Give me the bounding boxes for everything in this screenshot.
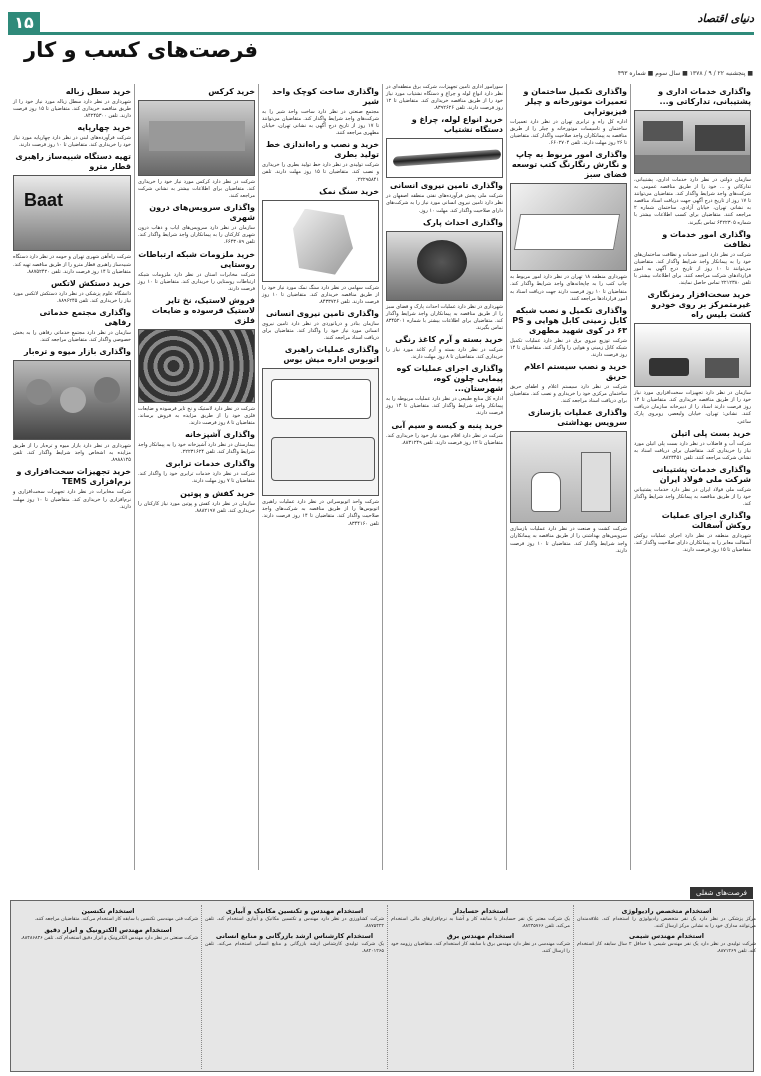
metro-photo xyxy=(13,175,131,251)
ad-title: استخدام مهندس شیمی xyxy=(629,932,704,941)
pipe-photo xyxy=(386,138,503,178)
headline: واگذاری اجرای عملیات روکش آسفالت xyxy=(661,511,751,531)
headline: واگذاری مجتمع خدماتی رفاهی xyxy=(39,307,131,327)
headline: واگذاری خدمات اداری و پشتیبانی، تدارکاتی و... xyxy=(658,87,751,106)
article-body: شرکت فرآورده‌های لبنی در نظر دارد چهارپایه مورد نیاز خود را خریداری کند. متقاضیان تا ۱۰ روز فرصت دارند. xyxy=(13,135,131,149)
section-title: فرصت‌های کسب و کار xyxy=(24,38,259,62)
article-body: شرکت مخابرات در نظر دارد تجهیزات سخت‌افزاری و نرم‌افزاری را خریداری کند. متقاضیان تا ۱۰ روز مهلت دارند. xyxy=(13,489,131,510)
column-6 xyxy=(10,84,134,870)
column-3 xyxy=(382,84,506,870)
article-body: سازمان در نظر دارد مجتمع خدماتی رفاهی را به بخش خصوصی واگذار کند. متقاضیان مراجعه کنند. xyxy=(13,329,131,344)
article-body: شهرداری منطقه در نظر دارد اجرای عملیات روکش آسفالت معابر را به پیمانکاران دارای صلاحیت واگذار کند. متقاضیان تا ۱۵ روز فرصت دارند. xyxy=(634,533,751,554)
article-body: شرکت کشت و صنعت در نظر دارد عملیات بازسازی سرویس‌های بهداشتی را از طریق مناقصه به پیمانکاران واجد شرایط واگذار کند. متقاضیان تا ۱۰ روز فرصت دارند. xyxy=(510,526,627,554)
headline: خرید دستکش لاتکس xyxy=(50,278,131,288)
ad-text: یک شرکت معتبر یک نفر حسابدار با سابقه کار و آشنا به نرم‌افزارهای مالی استخدام می‌کند. تلفن ۸۸۲۴۵۷۶۶. xyxy=(391,917,570,929)
headline: واگذاری خدمات ترابری xyxy=(165,459,255,469)
office-photo xyxy=(634,110,751,174)
ad-text: شرکت فنی مهندسی تکنسین با سابقه کار استخدام می‌کند. متقاضیان مراجعه کنند. xyxy=(34,917,198,922)
ads-column-1 xyxy=(573,905,759,1069)
ads-column-3 xyxy=(201,905,387,1069)
article-body: مجتمع صنعتی در نظر دارد ساخت واحد شیر را به شرکت‌های واجد شرایط واگذار کند. متقاضیان می‌توانند تا ۱۷ روز از تاریخ درج آگهی به نشانی تهران، خیابان مطهری مراجعه کنند. xyxy=(262,109,379,137)
bathroom-photo xyxy=(510,431,627,523)
article-body: شرکت در نظر دارد اقلام مورد نیاز خود را خریداری کند. متقاضیان تا ۱۲ روز فرصت دارند. تلفن ۸۸۳۱۲۴۹. xyxy=(386,432,503,446)
ad-text: شرکت تولیدی در نظر دارد یک نفر مهندس شیمی با حداقل ۲ سال سابقه کار استخدام کند. تلفن ۸۸۷۱۲۶۹. xyxy=(577,942,756,954)
article-body: شرکت در نظر دارد سیستم اعلام و اطفای حریق ساختمان مرکزی خود را خریداری و نصب کند. متقاضیان برای دریافت اسناد مراجعه کنند. xyxy=(510,384,627,405)
headline: واگذاری سرویس‌های درون شهری xyxy=(149,203,255,223)
fruit-photo xyxy=(13,360,131,440)
headline: واگذاری تکمیل و نصب شبکه کابل زمینی کابل هوایی و PS ۶۳ در کوی شهید مطهری xyxy=(512,305,627,335)
article-body: سازمان دولتی در نظر دارد خدمات اداری، پشتیبانی، تدارکاتی و ... خود را از طریق مناقصه عمومی به شرکت‌های واجد شرایط واگذار کند. متقاضیان می‌توانند تا ۱۷ روز از تاریخ درج آگهی جهت دریافت اسناد مناقصه به نشانی تهران، خیابان آزادی، ساختمان شماره ۲ مراجعه کنند. متقاضیان برای کسب اطلاعات بیشتر با شماره ۶۴۲۲۳۰۵ تماس بگیرند. xyxy=(634,177,751,226)
headline: خرید چهارپایه xyxy=(77,123,131,133)
header-rule xyxy=(8,32,754,35)
books-photo xyxy=(510,183,627,271)
headline: واگذاری تامین نیروی انسانی xyxy=(390,181,503,191)
tires-photo xyxy=(138,329,255,403)
article-body: شهرداری در نظر دارد بازار میوه و تره‌بار را از طریق مزایده به اشخاص واجد شرایط واگذار کند. تلفن ۸۹۸۸۱۲۵. xyxy=(13,443,131,464)
article-body: شرکت ملی فولاد ایران در نظر دارد خدمات پشتیبانی خود را از طریق مناقصه به پیمانکار واجد شرایط واگذار کند. xyxy=(634,486,751,508)
headline: خرید سطل زباله xyxy=(65,87,131,96)
article-body: دانشگاه علوم پزشکی در نظر دارد دستکش لاتکس مورد نیاز را خریداری کند. تلفن ۸۸۹۶۲۴۵. xyxy=(13,290,131,304)
salt-crystal-photo xyxy=(262,200,379,282)
ad-text: شرکت کشاورزی در نظر دارد مهندس و تکنسین مکانیک و آبیاری استخدام کند. تلفن ۸۸۷۵۴۲۲. xyxy=(205,917,384,929)
headline: واگذاری عملیات بازسازی سرویس بهداشتی xyxy=(527,408,627,428)
article-body: سازمان در نظر دارد سرویس‌های ایاب و ذهاب درون شهری کارکنان را به پیمانکاران واجد شرایط واگذار کند. تلفن ۶۶۴۳۰۸۹. xyxy=(138,225,255,246)
headline: واگذاری ساخت کوچک واحد شیر xyxy=(272,87,379,106)
headline: خرید انواع لوله، چراغ و دستگاه نشتیاب xyxy=(411,115,503,135)
ad-text: مرکز پزشکی در نظر دارد یک نفر متخصص رادیولوژی را استخدام کند. علاقه‌مندان می‌توانند مدارک خود را به نشانی مرکز ارسال کنند. xyxy=(577,917,756,929)
headline: واگذاری آشپزخانه xyxy=(185,430,255,440)
article-body: بیمارستان در نظر دارد آشپزخانه خود را به پیمانکار واجد شرایط واگذار کند. تلفن ۲۲۲۳۱۶۲۴. xyxy=(138,442,255,456)
headline: خرید سنگ نمک xyxy=(319,186,379,196)
headline: خرید ملزومات شبکه ارتباطات روستایی xyxy=(138,249,255,269)
ad-title: استخدام کارشناس ارشد بازرگانی و منابع انسانی xyxy=(215,932,374,941)
ads-column-4 xyxy=(15,905,201,1069)
headline: واگذاری احداث پارک xyxy=(423,217,503,227)
headline: واگذاری بازار میوه و تره‌بار xyxy=(23,347,131,357)
ad-title: استخدام مهندس الکترونیک و ابزار دقیق xyxy=(44,925,172,934)
article-columns xyxy=(10,84,754,870)
article-body: سازمان در نظر دارد تجهیزات سخت‌افزاری مورد نیاز خود را از طریق مناقصه خریداری کند. متقاضیان تا ۱۴ روز فرصت دارند اسناد را از دبیرخانه سازمان دریافت کنند. نشانی: تهران، خیابان ولیعصر، روبروی پارک ساعی. xyxy=(634,390,751,425)
article-body: شرکت مخابرات استان در نظر دارد ملزومات شبکه ارتباطات روستایی را خریداری کند. متقاضیان تا ۱۰ روز فرصت دارند. xyxy=(138,271,255,292)
article-body: سورآمور اداری تامین تجهیزات، شرکت برق منطقه‌ای در نظر دارد انواع لوله و چراغ و دستگاه نشتیاب مورد نیاز خود را از طریق مناقصه خریداری کند. متقاضیان تا ۱۲ روز فرصت دارند. تلفن ۸۳۹۲۶۲۶. xyxy=(386,84,503,112)
headline: واگذاری خدمات پشتیبانی شرکت ملی فولاد ایران xyxy=(652,464,751,484)
ad-title: استخدام حسابدار xyxy=(453,907,508,915)
ad-text: شرکت صنعتی در نظر دارد مهندس الکترونیک و ابزار دقیق استخدام کند. تلفن ۸۸۴۸۶۸۴۶. xyxy=(20,935,198,941)
column-4 xyxy=(258,84,382,870)
ad-text: شرکت مهندسی در نظر دارد مهندس برق با سابقه کار استخدام کند. متقاضیان رزومه خود را ارسال کنند. xyxy=(391,942,570,954)
article-body: شرکت توزیع نیروی برق در نظر دارد عملیات تکمیل شبکه کابل زمینی و هوایی را واگذار کند. متقاضیان تا ۱۴ روز فرصت دارند. xyxy=(510,337,627,358)
headline: خرید بست پلی اتیلن xyxy=(670,428,751,438)
headline: خرید کفش و پوتین xyxy=(180,488,255,498)
ad-title: استخدام مهندس برق xyxy=(446,932,515,941)
article-body: شرکت تولیدی در نظر دارد خط تولید بطری را خریداری و نصب کند. متقاضیان تا ۱۵ روز مهلت دارند. تلفن ۲۲۲۹۵۸۴۱. xyxy=(262,162,379,183)
article-body: شهرداری در نظر دارد سطل زباله مورد نیاز خود را از طریق مناقصه خریداری کند. متقاضیان تا ۱۵ روز فرصت دارند. تلفن ۸۴۲۴۵۳۰۰. xyxy=(13,99,131,120)
article-body: سازمان در نظر دارد کفش و پوتین مورد نیاز کارکنان را خریداری کند. تلفن ۸۸۸۲۱۹۷. xyxy=(138,500,255,514)
headline: خرید بسته و آرم کاغذ رنگی xyxy=(395,335,503,345)
ad-text: یک شرکت تولیدی کارشناس ارشد بازرگانی و منابع انسانی استخدام می‌کند. تلفن ۸۸۲۰۱۲۶۵. xyxy=(205,942,384,954)
headline: خرید و نصب سیستم اعلام حریق xyxy=(524,362,627,382)
article-body: شرکت در نظر دارد امور خدمات و نظافت ساختمان‌های خود را به پیمانکار واجد شرایط واگذار کند. متقاضیان می‌توانند تا ۱۰ روز از تاریخ درج آگهی به امور قراردادهای شرکت مراجعه کنند. برای اطلاعات بیشتر با تلفن ۲۲۱۲۳۸۰ تماس حاصل نمایند. xyxy=(634,251,752,287)
article-body: شرکت آب و فاضلاب در نظر دارد بست پلی اتیلن مورد نیاز را خریداری کند. متقاضیان برای دریافت اسناد به نشانی شرکت مراجعه کنند. تلفن ۸۸۲۳۴۵۱. xyxy=(634,440,751,461)
article-body: شرکت در نظر دارد لاستیک و نخ تایر فرسوده و ضایعات فلزی خود را از طریق مزایده به فروش برساند. متقاضیان تا ۸ روز فرصت دارند. xyxy=(138,405,255,427)
page-header xyxy=(8,6,754,68)
article-body: اداره کل راه و ترابری تهران در نظر دارد تعمیرات ساختمان و تاسیسات موتورخانه و چیلر را از طریق مناقصه به پیمانکاران واجد صلاحیت واگذار کند. متقاضیان تا ۲۶ روز مهلت دارند. تلفن ۶۶۰۲۷۰۴. xyxy=(510,119,627,147)
headline: فروش لاستیک، نخ تایر لاستیک فرسوده و ضایعات فلزی xyxy=(151,295,255,325)
newspaper-brand: دنیای اقتصاد xyxy=(697,12,754,25)
article-body: شرکت ملی پخش فرآورده‌های نفتی منطقه اصفهان در نظر دارد تامین نیروی انسانی مورد نیاز را به شرکت‌های دارای صلاحیت واگذار کند. مهلت ۱۰ روز. xyxy=(386,193,503,214)
headline: واگذاری امور مربوط به چاپ و نگارش رنگارنگ کتب توسعه فضای سبز xyxy=(511,150,627,180)
column-5 xyxy=(134,84,258,870)
page-number: ۱۵ xyxy=(8,12,40,34)
headline: خرید سخت‌افزار رمزنگاری غیرمتمرکز بر روی خودرو کشت بلیس راه xyxy=(647,290,751,320)
dateline: ■ پنجشنبه ۲۲ / ۹ / ۱۳۷۸ ■ سال سوم ■ شماره ۴۹۳ xyxy=(617,70,753,77)
metro-sign-text: Baat xyxy=(24,190,64,211)
ad-title: استخدام تکنسین xyxy=(81,907,135,915)
headline: واگذاری تامین نیروی انسانی xyxy=(266,308,379,318)
article-body: شرکت در نظر دارد خدمات ترابری خود را واگذار کند. متقاضیان تا ۷ روز مهلت دارند. xyxy=(138,471,255,485)
article-body: شهرداری منطقه ۱۸ تهران در نظر دارد امور مربوط به چاپ کتب را به چاپخانه‌های واجد شرایط واگذار کند. متقاضیان تا ۱۰ روز فرصت دارند جهت دریافت اسناد به امور قراردادها مراجعه کنند. xyxy=(510,274,627,302)
article-body: شرکت راه‌آهن شهری تهران و حومه در نظر دارد دستگاه شبیه‌ساز راهبری قطار مترو را از طریق مناقصه تهیه کند. متقاضیان تا ۱۴ روز فرصت دارند. تلفن ۸۸۷۵۲۴۲۰. xyxy=(13,254,131,275)
ad-title: استخدام متخصص رادیولوژی xyxy=(621,907,712,915)
ads-column-2 xyxy=(387,905,573,1069)
headline: واگذاری تکمیل ساختمان و تعمیرات موتورخانه و چیلر فیزیوتراپی xyxy=(523,87,627,116)
column-2 xyxy=(506,84,630,870)
headline: خرید تجهیزات سخت‌افزاری و نرم‌افزاری TEMS xyxy=(16,467,131,487)
headline: تهیه دستگاه شبیه‌ساز راهبری قطار مترو xyxy=(15,152,131,172)
jobs-classifieds xyxy=(10,889,756,1072)
park-photo xyxy=(386,231,503,301)
headline: واگذاری عملیات راهبری اتوبوس اداره میش بوس xyxy=(283,345,379,365)
article-body: سازمان بنادر و دریانوردی در نظر دارد تامین نیروی انسانی مورد نیاز خود را واگذار کند. متقاضیان برای دریافت اسناد مراجعه کنند. xyxy=(262,320,379,342)
bus-photo xyxy=(262,368,379,496)
headline: واگذاری اجرای عملیات کوه پیمایی چلون کوه، شهرستان... xyxy=(396,364,503,394)
article-body: شهرداری در نظر دارد عملیات احداث پارک و فضای سبز را از طریق مناقصه به پیمانکاران واجد شرایط واگذار کند. متقاضیان برای اطلاعات بیشتر با شماره ۸۳۴۵۲۰۱ تماس بگیرند. xyxy=(386,303,503,331)
textile-photo xyxy=(138,100,255,176)
headline: خرید پنبه و کیسه و سیم آبی xyxy=(391,420,503,430)
article-body: شرکت واحد اتوبوسرانی در نظر دارد عملیات راهبری اتوبوس‌ها را از طریق مناقصه به شرکت‌های واجد صلاحیت واگذار کند. متقاضیان تا ۱۴ روز فرصت دارند. تلفن ۸۳۴۴۱۶۰. xyxy=(262,499,379,527)
headline: واگذاری امور خدمات و نظافت xyxy=(662,229,751,249)
article-body: شرکت در نظر دارد بسته و آرم کاغذ مورد نیاز را خریداری کند. متقاضیان تا ۸ روز مهلت دارند. xyxy=(386,347,503,361)
article-body: شرکت در نظر دارد کرکس مورد نیاز خود را خریداری کند. متقاضیان برای اطلاعات بیشتر به نشانی شرکت مراجعه کنند. xyxy=(138,179,255,200)
article-body: شرکت سهامی در نظر دارد سنگ نمک مورد نیاز خود را از طریق مناقصه خریداری کند. متقاضیان تا ۱۰ روز فرصت دارند. تلفن ۸۴۳۳۷۲۶. xyxy=(262,284,379,305)
jobs-label: فرصت‌های شغلی xyxy=(690,887,753,899)
article-body: اداره کل منابع طبیعی در نظر دارد عملیات مربوطه را به پیمانکار واجد شرایط واگذار کند. متقاضیان تا ۱۴ روز فرصت دارند. xyxy=(386,396,503,417)
headline: خرید و نصب و راه‌اندازی خط تولید بطری xyxy=(265,140,379,160)
power-line-photo xyxy=(634,323,751,387)
column-1 xyxy=(630,84,754,870)
ad-title: استخدام مهندس و تکنسین مکانیک و آبیاری xyxy=(225,907,364,915)
headline: خرید کرکس xyxy=(208,87,255,96)
